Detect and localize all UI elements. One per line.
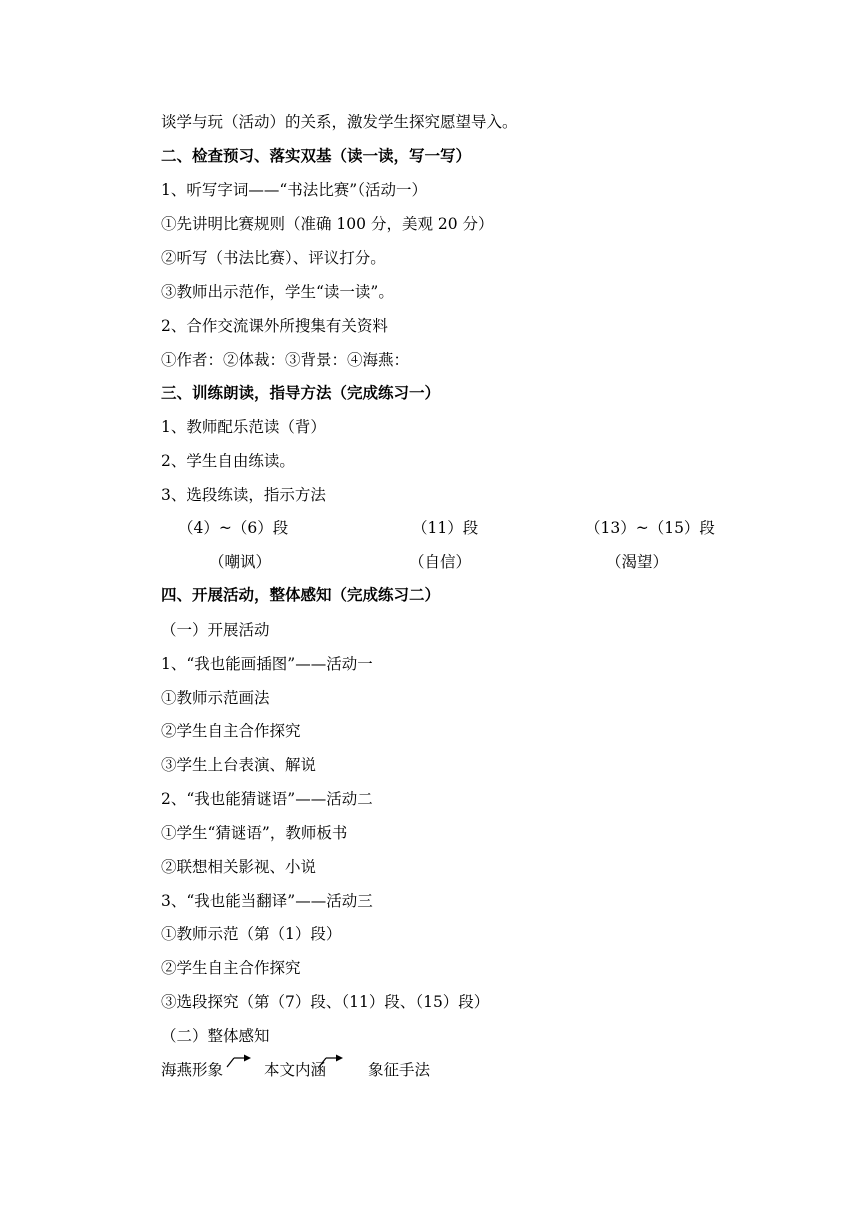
passage-tone-2: （自信）	[409, 553, 472, 571]
section2-item1-c: ③教师出示范作，学生“读一读”。	[161, 283, 394, 301]
activity2-step-b: ②联想相关影视、小说	[161, 858, 317, 876]
passage-tone-3: （渴望）	[606, 553, 669, 571]
passage-tone-1: （嘲讽）	[209, 553, 272, 571]
section3-item1: 1、教师配乐范读（背）	[161, 418, 326, 436]
section2-heading: 二、检查预习、落实双基（读一读，写一写）	[161, 146, 472, 165]
section3-item3: 3、选段练读，指示方法	[161, 486, 326, 504]
activity3-title: 3、“我也能当翻译”——活动三	[161, 892, 373, 910]
section4-sub2: （二）整体感知	[161, 1027, 270, 1045]
section3-item2: 2、学生自由练读。	[161, 452, 295, 470]
section2-item1: 1、听写字词——“书法比赛”（活动一）	[161, 181, 427, 199]
flow-item-3: 象征手法	[368, 1061, 431, 1079]
activity1-step-c: ③学生上台表演、解说	[161, 756, 317, 774]
activity1-title: 1、“我也能画插图”——活动一	[161, 655, 373, 673]
section4-heading: 四、开展活动，整体感知（完成练习二）	[161, 585, 441, 604]
section2-item1-b: ②听写（书法比赛）、评议打分。	[161, 249, 386, 267]
activity3-step-b: ②学生自主合作探究	[161, 959, 301, 977]
flow-item-2: 本文内涵	[264, 1061, 327, 1079]
passage-range-3: （13）~（15）段	[585, 519, 715, 537]
activity1-step-b: ②学生自主合作探究	[161, 722, 301, 740]
section3-heading: 三、训练朗读，指导方法（完成练习一）	[161, 383, 441, 402]
passage-range-2: （11）段	[412, 519, 479, 537]
activity2-step-a: ①学生“猜谜语”，教师板书	[161, 824, 348, 842]
section2-item2: 2、合作交流课外所搜集有关资料	[161, 317, 388, 335]
flow-item-1: 海燕形象	[161, 1061, 224, 1079]
section2-item1-a: ①先讲明比赛规则（准确 100 分，美观 20 分）	[161, 215, 494, 233]
intro-tail-text: 谈学与玩（活动）的关系，激发学生探究愿望导入。	[161, 113, 518, 131]
flow-arrow-icon	[226, 1050, 252, 1070]
activity2-title: 2、“我也能猜谜语”——活动二	[161, 790, 373, 808]
section4-sub1: （一）开展活动	[161, 621, 270, 639]
activity1-step-a: ①教师示范画法	[161, 689, 270, 707]
activity3-step-c: ③选段探究（第（7）段、（11）段、（15）段）	[161, 993, 490, 1011]
flow-arrow-icon	[318, 1050, 344, 1070]
passage-range-1: （4）~（6）段	[178, 519, 289, 537]
activity3-step-a: ①教师示范（第（1）段）	[161, 925, 342, 943]
section2-item2-a: ①作者：②体裁：③背景：④海燕：	[161, 351, 410, 369]
